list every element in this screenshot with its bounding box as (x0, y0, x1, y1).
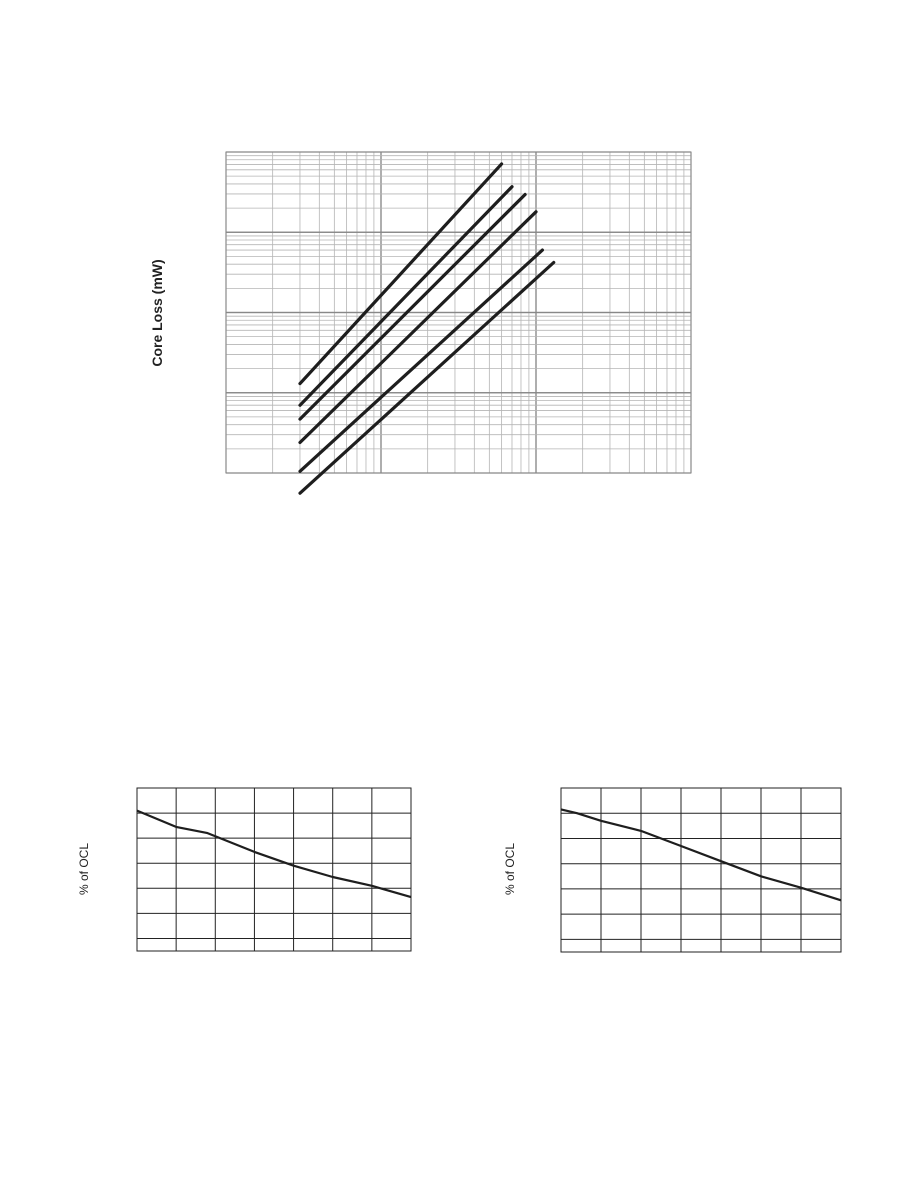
ocl-right-series (561, 809, 841, 900)
ocl-right-grid (561, 788, 841, 952)
core-loss-series (300, 164, 554, 493)
ocl-left-series (137, 811, 411, 898)
core-loss-chart (149, 152, 691, 493)
ocl-left-series-line (137, 811, 411, 898)
ocl-left-grid (137, 788, 411, 951)
ocl-right-series-line (561, 809, 841, 900)
ocl-left-y-label: % of OCL (77, 842, 91, 896)
ocl-chart-right (503, 788, 841, 952)
ocl-right-plot-frame (561, 788, 841, 952)
core-loss-y-label: Core Loss (mW) (149, 259, 165, 367)
core-loss-series-line-3 (300, 195, 525, 420)
core-loss-series-line-6 (300, 263, 554, 494)
core-loss-series-line-5 (300, 250, 542, 471)
core-loss-series-line-4 (300, 212, 536, 443)
ocl-left-plot-frame (137, 788, 411, 951)
ocl-chart-left (77, 788, 411, 951)
core-loss-grid (226, 152, 691, 473)
ocl-right-y-label: % of OCL (503, 842, 517, 896)
